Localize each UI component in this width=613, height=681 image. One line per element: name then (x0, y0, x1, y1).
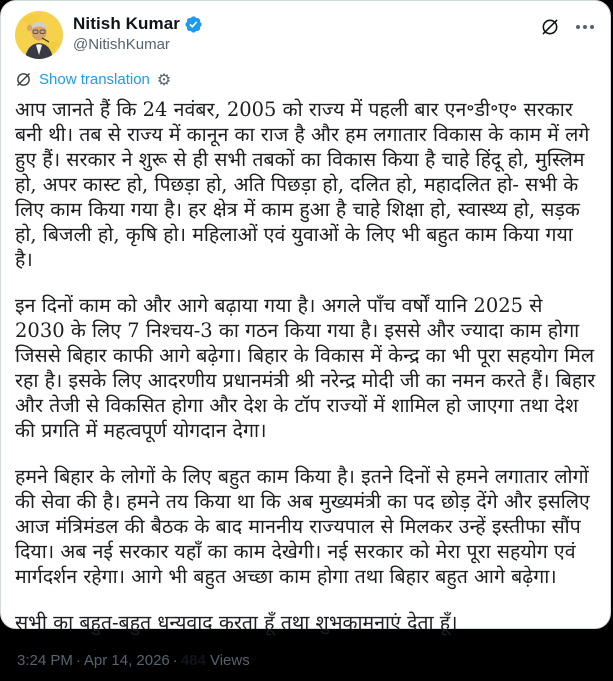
translation-bar (15, 71, 596, 88)
grok-icon (540, 17, 560, 37)
verified-badge-icon (184, 15, 203, 34)
tweet-paragraph: आप जानते हैं कि 24 नवंबर, 2005 को राज्य में पहली बार एन॰डी॰ए॰ सरकार बनी थी। तब से राज्य में कानून का राज है और हम लगातार विकास के काम में लगे हुए हैं। सरकार ने शुरू से ही सभी तबकों का विकास किया है चाहे हिंदू हो, मुस्लिम हो, अपर कास्ट हो, पिछड़ा हो, अति पिछड़ा हो, दलित हो, महादलित हो- सभी के लिए काम किया गया है। हर क्षेत्र में काम हुआ है चाहे शिक्षा हो, स्वास्थ्य हो, सड़क हो, बिजली हो, कृषि हो। महिलाओं एवं युवाओं के लिए भी बहुत काम किया गया है। (15, 98, 590, 271)
grok-actions-button[interactable] (540, 17, 560, 37)
tweet-header (15, 11, 596, 59)
author-name-row[interactable] (73, 14, 203, 34)
avatar[interactable] (15, 11, 63, 59)
separator-dot: · (172, 652, 178, 669)
author-display-name[interactable]: Nitish Kumar (73, 14, 180, 33)
ellipsis-icon (576, 25, 594, 29)
views-label: Views (209, 652, 250, 669)
timestamp-time: 3:24 PM (17, 652, 73, 669)
header-actions (540, 11, 596, 37)
tweet-text (15, 97, 596, 635)
tweet-footer (15, 645, 596, 681)
tweet-paragraph: सभी का बहुत-बहुत धन्यवाद करता हूँ तथा शुभकामनाएं देता हूँ। (15, 611, 458, 634)
show-translation-link[interactable]: Show translation (39, 71, 150, 88)
separator-dot: · (75, 652, 81, 669)
translation-settings-gear-icon[interactable]: ⚙ (156, 69, 172, 89)
more-menu-button[interactable] (576, 25, 594, 29)
timestamp-date: Apr 14, 2026 (83, 652, 170, 669)
grok-translate-icon (15, 71, 32, 88)
tweet-paragraph: हमने बिहार के लोगों के लिए बहुत काम किया है। इतने दिनों से हमने लगातार लोगों की सेवा की है। हमने तय किया था कि अब मुख्यमंत्री का पद छोड़ देंगे और इसलिए आज मंत्रिमंडल की बैठक के बाद माननीय राज्यपाल से मिलकर उन्हें इस्तीफा सौंप दिया। अब नई सरकार यहाँ का काम देखेगी। नई सरकार को मेरा पूरा सहयोग एवं मार्गदर्शन रहेगा। आगे भी बहुत अच्छा काम होगा तथा बिहार बहुत आगे बढ़ेगा। (15, 465, 590, 588)
views-count: 484 (180, 652, 206, 669)
tweet-paragraph: इन दिनों काम को और आगे बढ़ाया गया है। अगले पाँच वर्षों यानि 2025 से 2030 के लिए 7 निश्चय-3 का गठन किया गया है। इससे और ज्यादा काम होगा जिससे बिहार काफी आगे बढ़ेगा। बिहार के विकास में केन्द्र का भी पूरा सहयोग मिल रहा है। इसके लिए आदरणीय प्रधानमंत्री श्री नरेन्द्र मोदी जी का नमन करते हैं। बिहार और तेजी से विकसित होगा और देश के टॉप राज्यों में शामिल हो जाएगा तथा देश की प्रगति में महत्वपूर्ण योगदान देगा। (15, 294, 596, 442)
author-block (73, 11, 203, 53)
avatar-image (15, 11, 63, 59)
author-handle[interactable]: @NitishKumar (73, 36, 170, 53)
